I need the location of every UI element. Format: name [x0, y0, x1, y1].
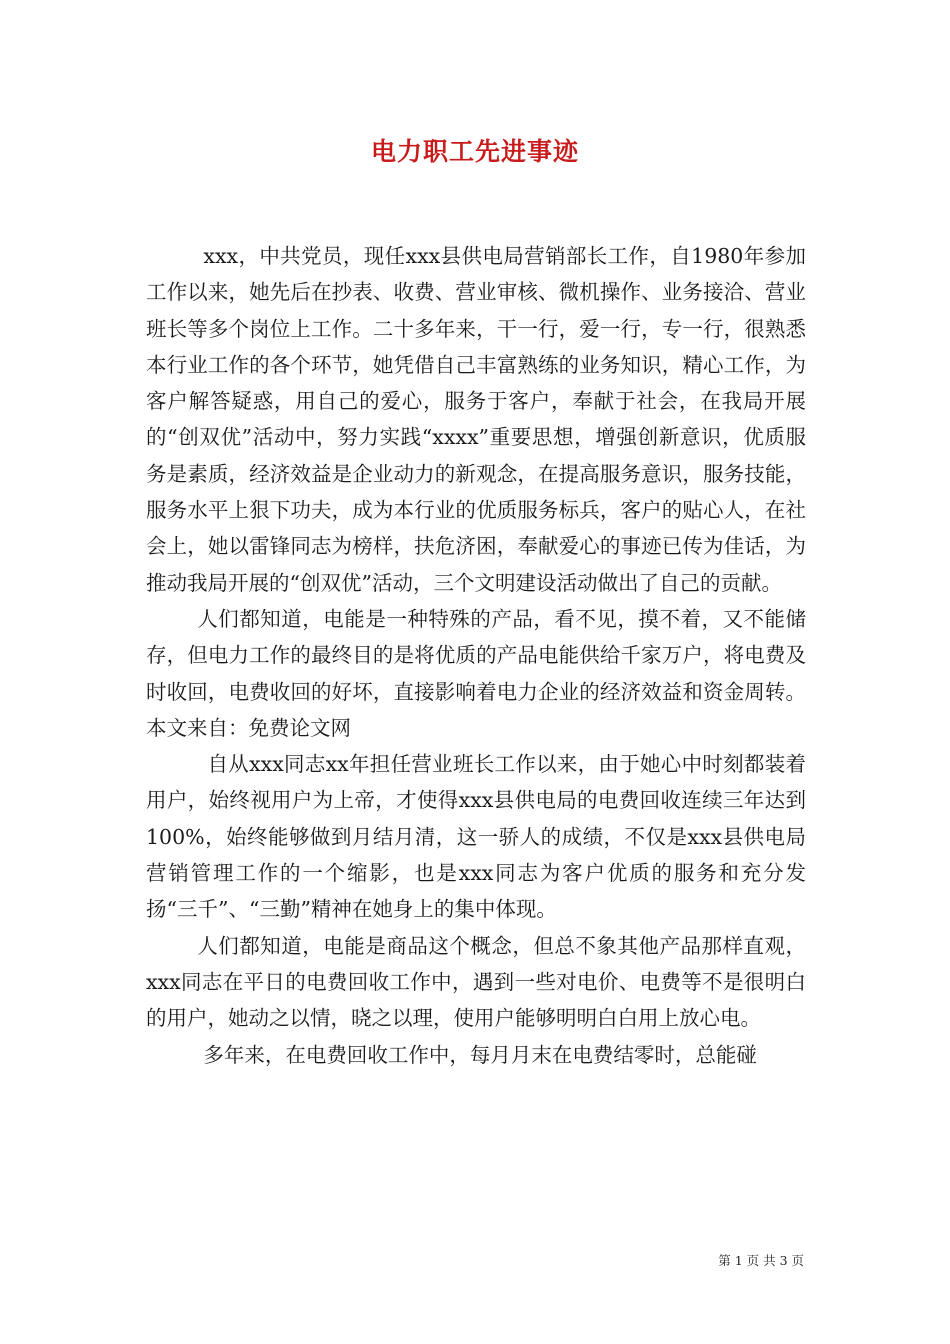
paragraph-4: 人们都知道，电能是商品这个概念，但总不象其他产品那样直观，xxx同志在平日的电费回收工作中，遇到一些对电价、电费等不是很明白的用户，她动之以情，晓之以理，使用户能够明明白白用上放心电。	[146, 933, 806, 1031]
page-number-footer: 第 1 页 共 3 页	[718, 1253, 804, 1268]
paragraph-3: 自从xxx同志xx年担任营业班长工作以来，由于她心中时刻都装着用户，始终视用户为上帝，才使得xxx县供电局的电费回收连续三年达到100%，始终能够做到月结月清，这一骄人的成绩，不仅是xxx县供电局营销管理工作的一个缩影，也是xxx同志为客户优质的服务和充分发扬“三千”、“三勤”精神在她身上的集中体现。	[146, 752, 806, 922]
document-title: 电力职工先进事迹	[370, 137, 579, 166]
paragraph-5: 多年来，在电费回收工作中，每月月末在电费结零时，总能碰	[203, 1042, 757, 1067]
paragraph-1: xxx，中共党员，现任xxx县供电局营销部长工作，自1980年参加工作以来，她先后在抄表、收费、营业审核、微机操作、业务接洽、营业班长等多个岗位上工作。二十多年来，干一行，爱一行，专一行，很熟悉本行业工作的各个环节，她凭借自己丰富熟练的业务知识，精心工作，为客户解答疑惑，用自己的爱心，服务于客户，奉献于社会，在我局开展的“创双优”活动中，努力实践“xxxx”重要思想，增强创新意识，优质服务是素质，经济效益是企业动力的新观念，在提高服务意识，服务技能，服务水平上狠下功夫，成为本行业的优质服务标兵，客户的贴心人，在社会上，她以雷锋同志为榜样，扶危济困，奉献爱心的事迹已传为佳话，为推动我局开展的“创双优”活动，三个文明建设活动做出了自己的贡献。	[146, 244, 806, 595]
document-body	[146, 238, 806, 1073]
paragraph-2: 人们都知道，电能是一种特殊的产品，看不见，摸不着，又不能储存，但电力工作的最终目的是将优质的产品电能供给千家万户，将电费及时收回，电费收回的好坏，直接影响着电力企业的经济效益和资金周转。本文来自：免费论文网	[146, 606, 806, 740]
